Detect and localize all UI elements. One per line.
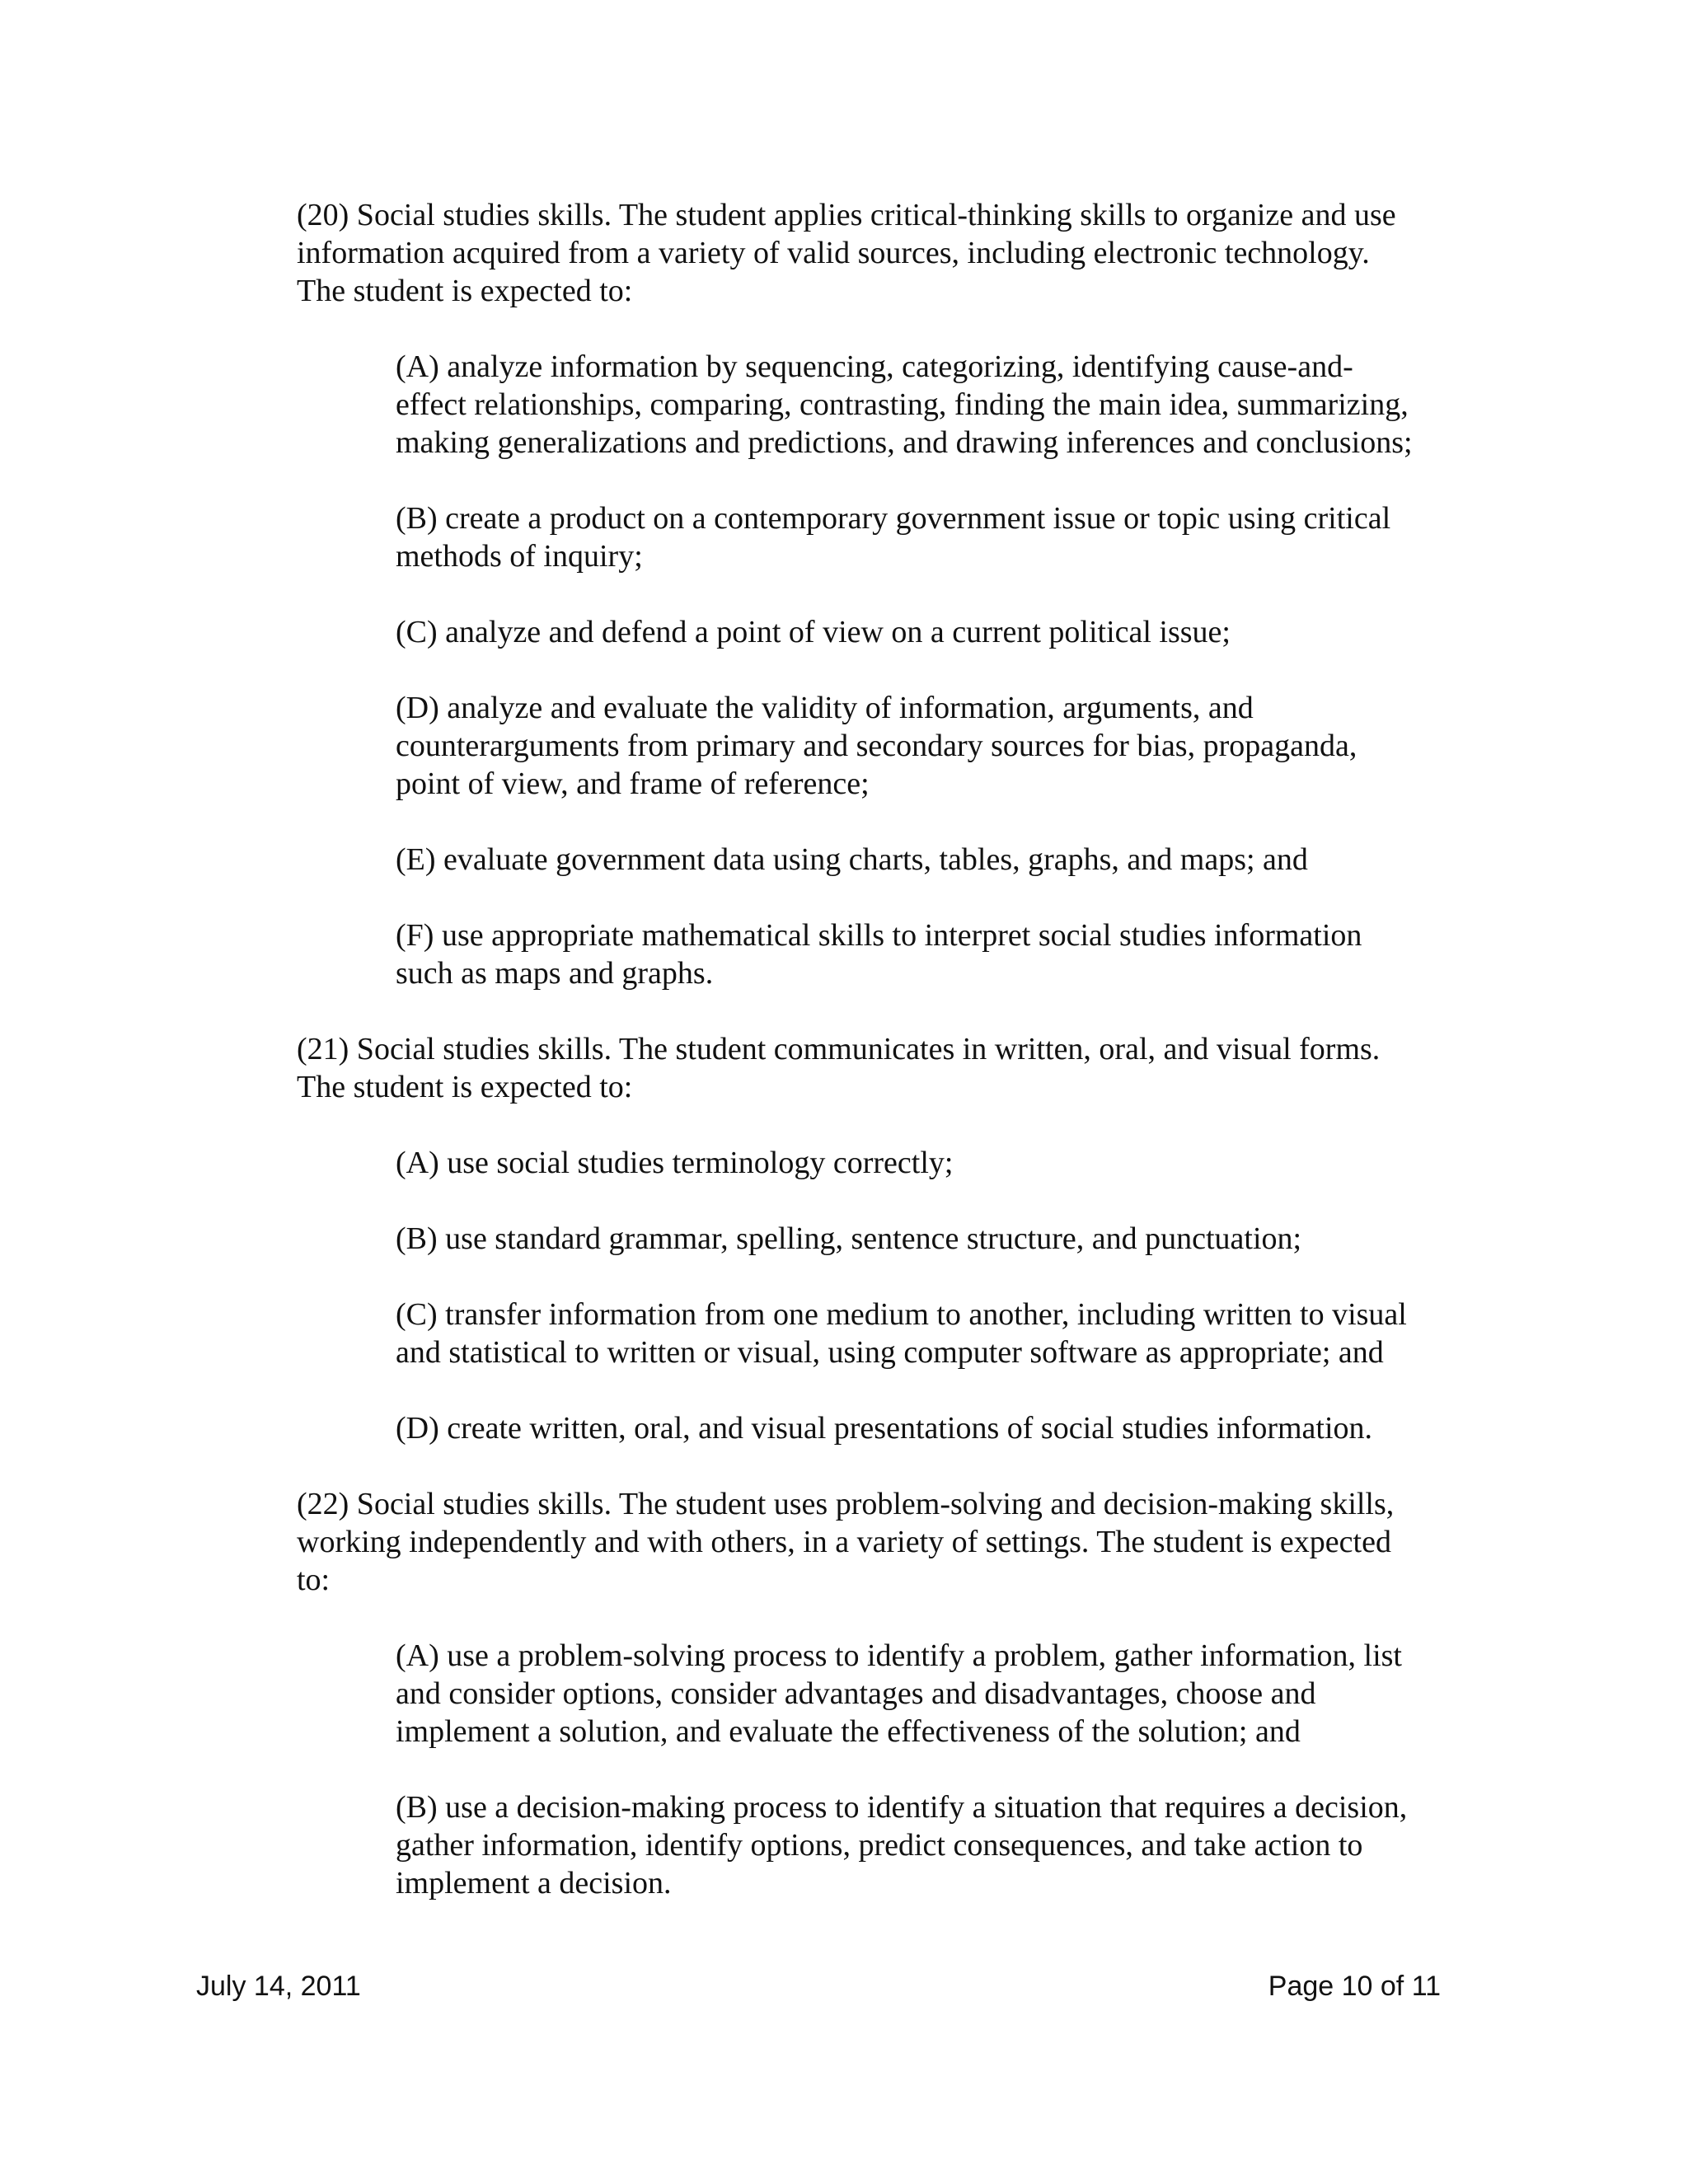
section-intro: (20) Social studies skills. The student applies critical-thinking skills to organize and use information acquired from a variety of valid sources, including electronic technology. The student is expected to: xyxy=(297,198,1396,308)
section-21 xyxy=(297,1030,1484,1447)
footer-date: July 14, 2011 xyxy=(196,1971,361,2002)
list-item: (A) use social studies terminology correctly; xyxy=(396,1146,954,1180)
list-item: (A) use a problem-solving process to identify a problem, gather information, list and consider options, consider advantages and disadvantages, choose and implement a solution, and evaluate the effectiveness of the solution; and xyxy=(396,1638,1402,1749)
section-intro: (22) Social studies skills. The student uses problem-solving and decision-making skills, working independently and with others, in a variety of settings. The student is expected to: xyxy=(297,1487,1395,1597)
list-item: (C) analyze and defend a point of view on a current political issue; xyxy=(396,615,1231,649)
list-item: (B) create a product on a contemporary government issue or topic using critical methods of inquiry; xyxy=(396,501,1391,574)
list-item: (C) transfer information from one medium to another, including written to visual and statistical to written or visual, using computer software as appropriate; and xyxy=(396,1297,1407,1370)
list-item: (B) use a decision-making process to identify a situation that requires a decision, gather information, identify options, predict consequences, and take action to implement a decision. xyxy=(396,1790,1408,1900)
list-item: (A) analyze information by sequencing, categorizing, identifying cause-and- effect relationships, comparing, contrasting, finding the main idea, summarizing, making generalizations and predictions, and drawing inferences and conclusions; xyxy=(396,349,1413,460)
section-intro: (21) Social studies skills. The student communicates in written, oral, and visual forms. The student is expected to: xyxy=(297,1032,1381,1104)
section-22 xyxy=(297,1485,1484,1902)
list-item: (B) use standard grammar, spelling, sentence structure, and punctuation; xyxy=(396,1221,1302,1256)
document-body xyxy=(297,196,1484,1902)
list-item: (E) evaluate government data using charts, tables, graphs, and maps; and xyxy=(396,842,1308,877)
list-item: (D) analyze and evaluate the validity of information, arguments, and counterarguments from primary and secondary sources for bias, propaganda, point of view, and frame of reference; xyxy=(396,691,1357,801)
section-20 xyxy=(297,196,1484,992)
list-item: (F) use appropriate mathematical skills to interpret social studies information such as maps and graphs. xyxy=(396,918,1362,991)
footer-page-number: Page 10 of 11 xyxy=(1268,1971,1441,2002)
list-item: (D) create written, oral, and visual presentations of social studies information. xyxy=(396,1411,1373,1446)
